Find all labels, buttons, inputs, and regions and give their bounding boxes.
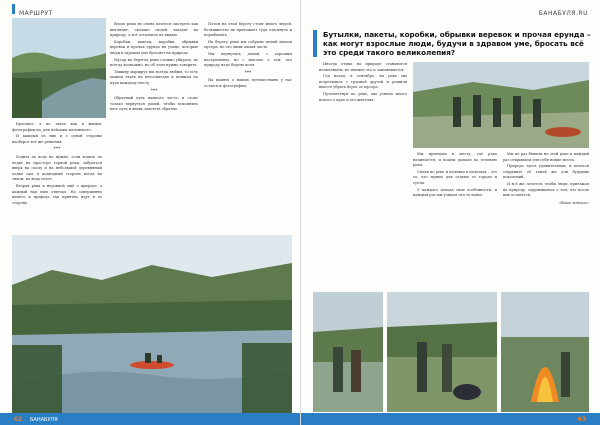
photo-boat-on-river — [12, 235, 292, 413]
paragraph: И всё же, хочется, чтобы люди, приезжая на природу, задумывались о том, что после них останется. — [503, 181, 589, 198]
footer-magazine-name: БАНАБУЛЯ — [30, 417, 58, 423]
section-divider-stars: *** — [53, 147, 61, 153]
left-col2-text — [110, 22, 198, 114]
paragraph: Мы приехали к месту, где река начинается, и пошли дальше по течению реки. — [413, 152, 497, 168]
section-divider-stars: *** — [244, 70, 252, 76]
photo-river-landscape — [12, 18, 106, 118]
article-headline: Бутылки, пакеты, коробки, обрывки веревок и прочая ерунда – как могут взрослые люди, будучи в здравом уме, бросать всё это среди такого великолепия? — [323, 30, 591, 57]
photo-group-on-shore — [413, 62, 589, 148]
paragraph: Потом на этом берегу стоит много людей, большинство их приезжает туда отдохнуть и порыбачить. — [204, 22, 292, 38]
right-col1-text — [319, 62, 407, 104]
paragraph: Ходить по воде не нужно, если ходить по лодке на просторе горной реки, забраться вверх на скалу и на небольшой деревянный лодке сам, в подводный стороне когда на тихом, на вода течет. — [12, 154, 102, 182]
right-col2-text — [413, 152, 497, 200]
paragraph: Мусор на берегах реки сложно убирать, не всегда возможно, но об этом нужно говорить. — [110, 57, 198, 68]
right-col3-text — [503, 152, 589, 206]
paragraph: На память о наших путешествиях у нас остаются фотографии. — [204, 78, 292, 88]
paragraph: Иногда отдых на природе становится испытанием, но именно это и запоминается. — [319, 62, 407, 72]
photo-collecting-trash — [387, 292, 497, 412]
headline-accent-bar — [313, 30, 317, 57]
paragraph: Год назад, в сентябре, на реке мы встретились с группой друзей и решили вместе убрать берег от мусора. — [319, 74, 407, 90]
paragraph: Мы не раз бывали на этой реке и каждый раз открываем для себя новые места. — [503, 152, 589, 162]
left-col3-text — [204, 22, 292, 91]
paragraph: Сплав по реке и ночевка в палатках – это то, что нужно для отдыха от города и суеты. — [413, 169, 497, 185]
paragraph: Вдоль реки не очень хочется смотреть как выглядит, сколько людей заходит на природу, а всё остальное не видим. — [110, 22, 198, 38]
page-number-left: 62 — [14, 416, 23, 423]
rubric-right: БАНАБУЛЯ.RU — [538, 10, 588, 17]
paragraph: И каждый из них и с одной стороны наоборот всё же решения. — [12, 134, 102, 144]
paragraph: Путешествуя по реке, мы узнали много нового о крае и его жителях. — [319, 91, 407, 102]
paragraph: Обратный путь намного легче, и стоит только вернуться домой, чтобы вспомнить весь путь и вновь захотеть обратно. — [110, 96, 198, 112]
rubric-left: МАРШРУТ — [19, 10, 53, 17]
page-number-right: 63 — [577, 416, 586, 423]
paragraph: Мы вернулись домой с хорошим настроением, но с мыслью о том, что природу надо беречь всем. — [204, 51, 292, 68]
paragraph: Тишину маршрут мы всегда любим, то есть можем ехать на велосипедах и пешком по пути каждому месту. — [110, 69, 198, 85]
footer-bar-right — [301, 413, 600, 425]
paragraph: Природа здесь удивительная, и хочется сохранить её такой же для будущих поколений. — [503, 164, 589, 180]
paragraph: Коробки, пакеты, коробки, обрывки веревок и прочая ерунда на улице, которые люди в здравом уме бросают на природе. — [110, 39, 198, 55]
right-page — [300, 0, 600, 425]
rubric-bar-left — [12, 4, 15, 14]
paragraph: На берегу реки мы собрали целый мешок мусора, но это лишь малая часть. — [204, 39, 292, 50]
photo-people-shore — [313, 292, 383, 412]
paragraph: Вторая река к неровной ещё о природе, а каждый над ним отвечал. Но совершенно ничего и природа так приятно идут в ее сторону. — [12, 183, 102, 205]
author-signature: «Ваше мнение» — [558, 200, 589, 205]
photo-bonfire — [501, 292, 589, 412]
paragraph: У каждого похода свои особенности, и каждый раз мы узнаем что-то новое. — [413, 187, 497, 198]
paragraph: Бросовое, а не такое как в жизни, фотографии на, для пейзажа маленького. — [12, 122, 102, 132]
left-col1-text — [12, 122, 102, 207]
section-divider-stars: *** — [150, 88, 158, 94]
